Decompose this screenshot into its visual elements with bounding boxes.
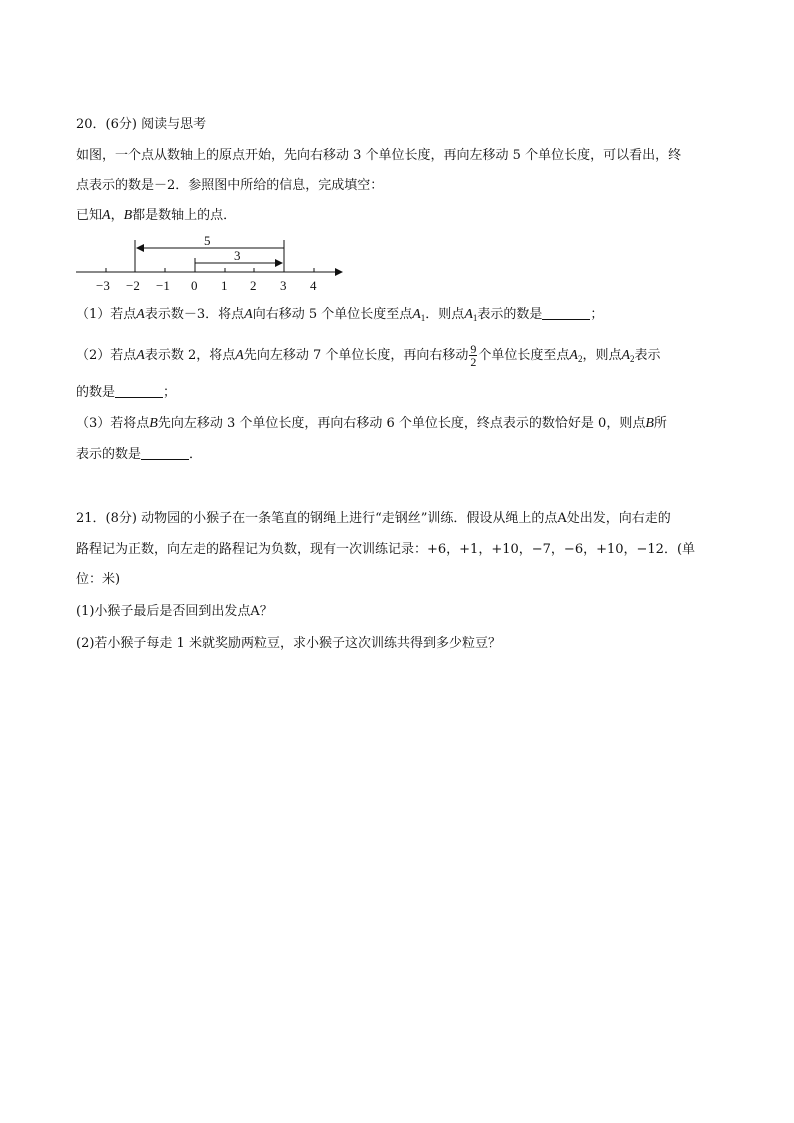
point-b: B xyxy=(123,208,133,223)
tick-label: −1 xyxy=(156,278,170,293)
text: 表示的数是 xyxy=(76,447,142,462)
text: （3）若将点 xyxy=(76,416,150,431)
point-a2: $A_2$ xyxy=(569,348,583,364)
tick-label: −2 xyxy=(126,278,140,293)
point-b: B xyxy=(149,416,158,431)
text: ； xyxy=(163,385,177,400)
q21-sub2: (2)若小猴子每走 1 米就奖励两粒豆，求小猴子这次训练共得到多少粒豆？ xyxy=(76,636,501,651)
label-three: 3 xyxy=(234,248,241,263)
answer-blank-3[interactable] xyxy=(141,447,189,460)
text: 先向左移动 3 个单位长度，再向右移动 6 个单位长度，终点表示的数恰好是 0，则点 xyxy=(157,416,646,431)
text: 表示的数是 xyxy=(477,307,543,322)
point-b: B xyxy=(645,416,654,431)
label-five: 5 xyxy=(204,233,211,248)
q20-intro-line2: 点表示的数是－2．参照图中所给的信息，完成填空： xyxy=(76,178,384,193)
point-a1: $A_1$ xyxy=(412,307,426,323)
comma: ， xyxy=(110,208,124,223)
tick-label: 1 xyxy=(221,278,228,293)
answer-blank-1[interactable] xyxy=(542,307,590,320)
point-a2: $A_2$ xyxy=(621,348,635,364)
point-a: A xyxy=(136,348,145,363)
number-line-figure xyxy=(70,232,360,294)
text: 向右移动 5 个单位长度至点 xyxy=(252,307,413,322)
q21-line3: 位：米) xyxy=(76,572,121,587)
q20-part3 xyxy=(76,416,667,432)
axis-ticks xyxy=(106,268,314,272)
q20-part2-line2 xyxy=(76,385,176,401)
tick-label: −3 xyxy=(96,278,110,293)
text: 的数是 xyxy=(76,385,116,400)
answer-blank-2[interactable] xyxy=(115,385,163,398)
text: 个单位长度至点 xyxy=(478,348,570,363)
point-a: A xyxy=(235,348,244,363)
text: 先向左移动 7 个单位长度，再向右移动 xyxy=(243,348,469,363)
point-a: A xyxy=(102,208,111,223)
tick-label: 2 xyxy=(250,278,257,293)
q20-part1 xyxy=(76,307,603,326)
q21-line2: 路程记为正数，向左走的路程记为负数，现有一次训练记录：+6，+1，+10，−7，−6，+10，−12．(单 xyxy=(76,542,696,557)
text: 所 xyxy=(653,416,667,431)
point-a1: $A_1$ xyxy=(464,307,478,323)
point-a: A xyxy=(136,307,145,322)
text: 表示数 2，将点 xyxy=(144,348,236,363)
text: （1）若点 xyxy=(76,307,137,322)
q20-part3-line2 xyxy=(76,447,202,463)
text: ． xyxy=(189,447,203,462)
point-a: A xyxy=(244,307,253,322)
tick-label: 4 xyxy=(310,278,317,293)
tick-label: 0 xyxy=(191,278,198,293)
text: ； xyxy=(590,307,604,322)
q21-line1: 21．(8分) 动物园的小猴子在一条笔直的钢绳上进行“走钢丝”训练．假设从绳上的点A处出发，向右走的 xyxy=(76,511,671,526)
given-label: 已知 xyxy=(76,208,103,223)
text: （2）若点 xyxy=(76,348,137,363)
q20-given xyxy=(76,208,236,224)
q20-intro-line1: 如图，一个点从数轴上的原点开始，先向右移动 3 个单位长度，再向左移动 5 个单位长度，可以看出，终 xyxy=(76,148,682,163)
text: ．则点 xyxy=(425,307,465,322)
q20-part2 xyxy=(76,342,661,373)
q20-title: 20．(6分) 阅读与思考 xyxy=(76,117,207,132)
text: 表示数－3．将点 xyxy=(144,307,245,322)
given-tail: 都是数轴上的点． xyxy=(132,208,237,223)
q21-sub1: (1)小猴子最后是否回到出发点A？ xyxy=(76,604,273,619)
tick-label: 3 xyxy=(280,278,287,293)
text: 表示 xyxy=(634,348,661,363)
text: ，则点 xyxy=(582,348,622,363)
fraction-nine-halves: $\frac{9}{2}$ xyxy=(470,342,477,369)
